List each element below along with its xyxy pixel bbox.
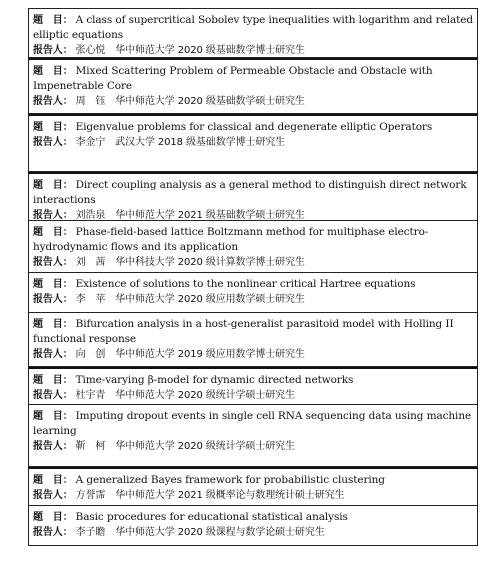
talk-entry bbox=[28, 313, 478, 367]
reporter-line bbox=[33, 292, 473, 307]
talk-entry bbox=[28, 506, 478, 546]
reporter-line bbox=[33, 135, 473, 150]
title-label: 题 目： bbox=[33, 180, 73, 191]
title-label: 题 目： bbox=[33, 319, 73, 330]
talk-entry bbox=[28, 58, 478, 114]
reporter-label: 报告人： bbox=[33, 96, 73, 107]
talk-title: Time-varying β-model for dynamic directed networks bbox=[75, 374, 354, 386]
title-label: 题 目： bbox=[33, 475, 73, 486]
reporter-info: 张心悦 华中师范大学 2020 级基础数学博士研究生 bbox=[75, 45, 305, 56]
talk-entry bbox=[28, 172, 478, 221]
reporter-info: 刘浩泉 华中师范大学 2021 级基础数学硕士研究生 bbox=[75, 210, 305, 221]
reporter-line bbox=[33, 43, 473, 58]
talk-title: Mixed Scattering Problem of Permeable Obstacle and Obstacle with Impenetrable Core bbox=[33, 65, 433, 92]
reporter-info: 李子瞻 华中师范大学 2020 级课程与数学论硕士研究生 bbox=[75, 527, 325, 538]
talk-schedule-table bbox=[28, 8, 478, 546]
reporter-label: 报告人： bbox=[33, 210, 73, 221]
reporter-info: 杜宇青 华中师范大学 2020 级统计学硕士研究生 bbox=[75, 390, 295, 401]
talk-title: Existence of solutions to the nonlinear critical Hartree equations bbox=[75, 278, 416, 290]
title-label: 题 目： bbox=[33, 66, 73, 77]
reporter-label: 报告人： bbox=[33, 45, 73, 56]
talk-title-line bbox=[33, 277, 473, 292]
reporter-line bbox=[33, 439, 473, 454]
talk-title: Eigenvalue problems for classical and degenerate elliptic Operators bbox=[75, 121, 433, 133]
title-label: 题 目： bbox=[33, 279, 73, 290]
reporter-line bbox=[33, 488, 473, 503]
talk-entry bbox=[28, 221, 478, 273]
reporter-info: 靳 柯 华中师范大学 2020 级统计学硕士研究生 bbox=[75, 441, 295, 452]
talk-title-line bbox=[33, 317, 473, 347]
reporter-label: 报告人： bbox=[33, 294, 73, 305]
talk-title: Imputing dropout events in single cell RNA sequencing data using machine learning bbox=[33, 410, 472, 437]
talk-title-line bbox=[33, 178, 473, 208]
talk-title-line bbox=[33, 373, 473, 388]
talk-title: Direct coupling analysis as a general method to distinguish direct network interactions bbox=[33, 179, 467, 206]
reporter-label: 报告人： bbox=[33, 137, 73, 148]
reporter-info: 李金宁 武汉大学 2018 级基础数学博士研究生 bbox=[75, 137, 286, 148]
talk-title-line bbox=[33, 64, 473, 94]
talk-title: Basic procedures for educational statistical analysis bbox=[75, 511, 348, 523]
reporter-line bbox=[33, 525, 473, 540]
talk-entry bbox=[28, 9, 478, 58]
talk-entry bbox=[28, 467, 478, 506]
reporter-info: 刘 茜 华中科技大学 2020 级计算数学博士研究生 bbox=[75, 257, 305, 268]
title-label: 题 目： bbox=[33, 512, 73, 523]
reporter-info: 周 钰 华中师范大学 2020 级基础数学硕士研究生 bbox=[75, 96, 305, 107]
talk-title-line bbox=[33, 510, 473, 525]
reporter-label: 报告人： bbox=[33, 349, 73, 360]
reporter-info: 方誉霈 华中师范大学 2021 级概率论与数理统计硕士研究生 bbox=[75, 490, 345, 501]
reporter-label: 报告人： bbox=[33, 527, 73, 538]
reporter-line bbox=[33, 94, 473, 109]
reporter-line bbox=[33, 347, 473, 362]
reporter-label: 报告人： bbox=[33, 441, 73, 452]
reporter-info: 向 创 华中师范大学 2019 级应用数学博士研究生 bbox=[75, 349, 305, 360]
title-label: 题 目： bbox=[33, 122, 73, 133]
reporter-info: 李 苹 华中师范大学 2020 级应用数学硕士研究生 bbox=[75, 294, 305, 305]
talk-entry bbox=[28, 114, 478, 172]
talk-title-line bbox=[33, 225, 473, 255]
title-label: 题 目： bbox=[33, 411, 73, 422]
reporter-label: 报告人： bbox=[33, 257, 73, 268]
title-label: 题 目： bbox=[33, 227, 73, 238]
reporter-line bbox=[33, 388, 473, 403]
title-label: 题 目： bbox=[33, 15, 73, 26]
talk-title-line bbox=[33, 13, 473, 43]
title-label: 题 目： bbox=[33, 375, 73, 386]
talk-title: A class of supercritical Sobolev type inequalities with logarithm and related elliptic equations bbox=[33, 14, 473, 41]
talk-entry bbox=[28, 405, 478, 467]
talk-title: A generalized Bayes framework for probabilistic clustering bbox=[75, 474, 385, 486]
talk-entry bbox=[28, 273, 478, 313]
talk-title: Phase-field-based lattice Boltzmann method for multiphase electro-hydrodynamic flows and its application bbox=[33, 226, 429, 253]
reporter-label: 报告人： bbox=[33, 390, 73, 401]
talk-title-line bbox=[33, 409, 473, 439]
talk-entry bbox=[28, 367, 478, 405]
talk-title-line bbox=[33, 120, 473, 135]
reporter-line bbox=[33, 255, 473, 270]
talk-title: Bifurcation analysis in a host-generalist parasitoid model with Holling II functional response bbox=[33, 318, 454, 345]
talk-title-line bbox=[33, 473, 473, 488]
reporter-label: 报告人： bbox=[33, 490, 73, 501]
